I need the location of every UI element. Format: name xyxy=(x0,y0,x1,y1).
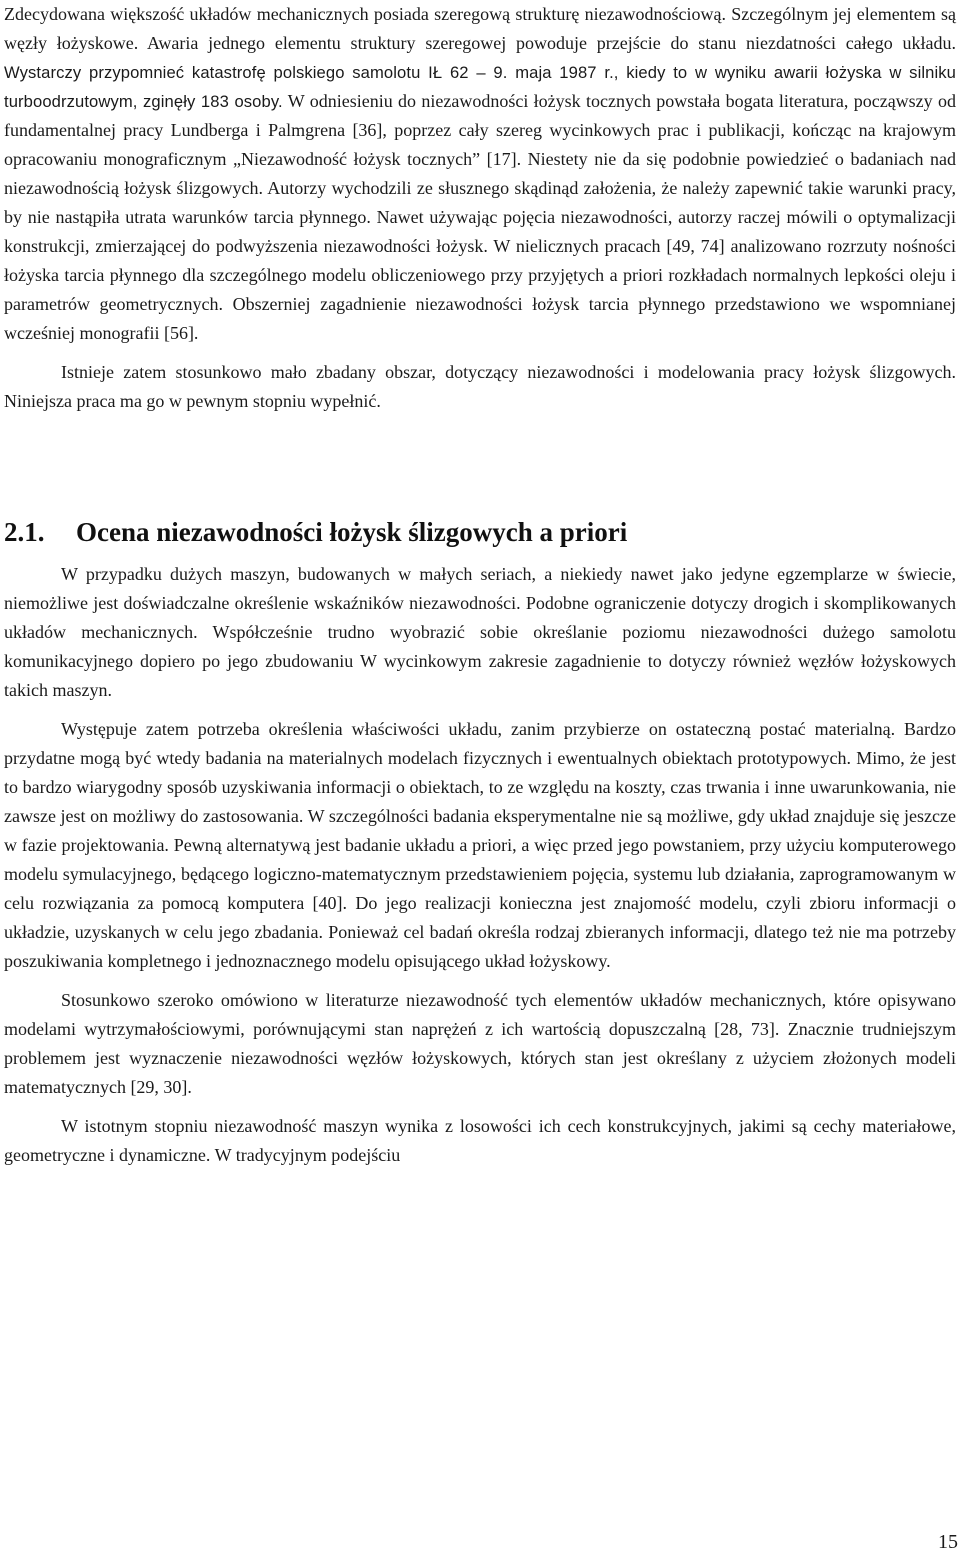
section-paragraph-2: Występuje zatem potrzeba określenia właściwości układu, zanim przybierze on ostateczną postać materialną. Bardzo przydatne mogą być wtedy badania na materialnych modelach fizycznych i ewentualnych obiektach prototypowych. Mimo, że jest to bardzo wiarygodny sposób uzyskiwania informacji o obiektach, to ze względu na koszty, czas trwania i inne uwarunkowania, nie zawsze jest on możliwy do zastosowania. W szczególności badania eksperymentalne nie są możliwe, gdy układ znajduje się jeszcze w fazie projektowania. Pewną alternatywą jest badanie układu a priori, a więc przed jego powstaniem, przy użyciu komputerowego modelu symulacyjnego, będącego logiczno-matematycznym przedstawieniem pojęcia, systemu lub działania, zaprogramowanym w celu rozwiązania za pomocą komputera [40]. Do jego realizacji konieczna jest znajomość modelu, czyli zbioru informacji o układzie, uzyskanych w celu jego zbadania. Ponieważ cel badań określa rodzaj zbieranych informacji, dlatego też nie ma potrzeby poszukiwania kompletnego i jednoznacznego modelu opisującego układ łożyskowy. xyxy=(4,719,956,971)
section-paragraph-1: W przypadku dużych maszyn, budowanych w małych seriach, a niekiedy nawet jako jedyne egzemplarze w świecie, niemożliwe jest doświadczalne określenie wskaźników niezawodności. Podobne ograniczenie dotyczy drogich i skomplikowanych układów mechanicznych. Współcześnie trudno wyobrazić sobie określanie poziomu niezawodności dużego samolotu komunikacyjnego dopiero po jego zbudowaniu W wycinkowym zakresie zagadnienie to dotyczy również węzłów łożyskowych takich maszyn. xyxy=(4,564,956,700)
intro-paragraph-1-sans-part: Wystarczy przypomnieć katastrofę polskiego samolotu IŁ 62 – 9. maja 1987 r., kiedy to w wyniku awarii łożyska w silniku turboodrzutowym, zginęły 183 osoby. xyxy=(4,63,956,111)
section-heading xyxy=(4,504,956,560)
intro-paragraph-1-part-2: W odniesieniu do niezawodności łożysk tocznych powstała bogata literatura, począwszy od fundamentalnej pracy Lundberga i Palmgrena [36], poprzez cały szereg wycinkowych prac i publikacji, kończąc na krajowym opracowaniu monograficznym „Niezawodność łożysk tocznych” [17]. Niestety nie da się podobnie powiedzieć o badaniach nad niezawodnością łożysk ślizgowych. Autorzy wychodzili ze słusznego skądinąd założenia, że należy zapewnić takie warunki pracy, by nie nastąpiła utrata warunków tarcia płynnego. Nawet używając pojęcia niezawodności, autorzy raczej mówili o optymalizacji konstrukcji, zmierzającej do podwyższenia niezawodności łożysk. W nielicznych pracach [49, 74] analizowano rozrzuty nośności łożyska tarcia płynnego dla szczególnego modelu obliczeniowego przy przyjętych a priori rozkładach normalnych lepkości oleju i parametrów geometrycznych. Obszerniej zagadnienie niezawodności łożysk tarcia płynnego przedstawiono we wspomnianej wcześniej monografii [56]. xyxy=(4,91,957,343)
section-title: Ocena niezawodności łożysk ślizgowych a priori xyxy=(76,517,628,547)
intro-paragraph-1-part-1: Zdecydowana większość układów mechanicznych posiada szeregową strukturę niezawodnościową. Szczególnym jej elementem są węzły łożyskowe. Awaria jednego elementu struktury szeregowej powoduje przejście do stanu niezdatności całego układu. xyxy=(4,4,956,53)
intro-paragraph-2: Istnieje zatem stosunkowo mało zbadany obszar, dotyczący niezawodności i modelowania pracy łożysk ślizgowych. Niniejsza praca ma go w pewnym stopniu wypełnić. xyxy=(4,362,956,411)
page-number: 15 xyxy=(938,1531,958,1553)
section-paragraph-4: W istotnym stopniu niezawodność maszyn wynika z losowości ich cech konstrukcyjnych, jakimi są cechy materiałowe, geometryczne i dynamiczne. W tradycyjnym podejściu xyxy=(4,1116,956,1165)
intro-paragraph-1 xyxy=(4,0,956,348)
section-paragraph-3: Stosunkowo szeroko omówiono w literaturze niezawodność tych elementów układów mechanicznych, które opisywano modelami wytrzymałościowymi, porównującymi stan naprężeń z ich wartością dopuszczalną [28, 73]. Znacznie trudniejszym problemem jest wyznaczenie niezawodności węzłów łożyskowych, których stan jest określany z użyciem złożonych modeli matematycznych [29, 30]. xyxy=(4,990,956,1097)
section-number: 2.1. xyxy=(4,517,45,547)
